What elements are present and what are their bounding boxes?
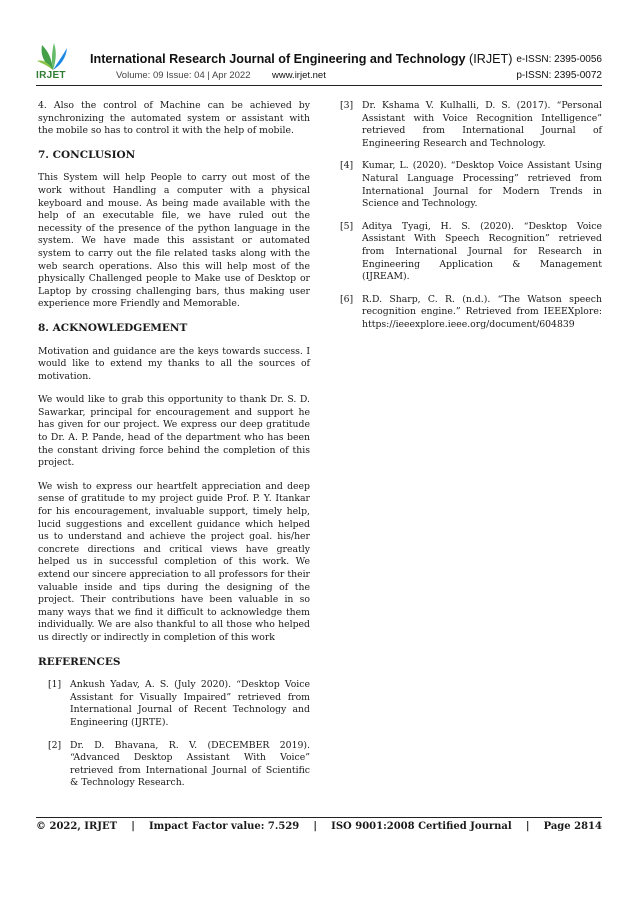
header-divider (36, 85, 602, 86)
footer-divider (36, 817, 602, 818)
reference-number: [2] (48, 739, 62, 751)
journal-title (90, 52, 512, 66)
reference-number: [3] (340, 100, 354, 111)
references-list-left (38, 679, 310, 790)
reference-item (340, 100, 602, 150)
reference-text: Dr. D. Bhavana, R. V. (DECEMBER 2019). “Advanced Desktop Assistant With Voice” retrieved from International Journal of Scientific & Technology Research. (70, 739, 310, 789)
acknowledgement-paragraph-1: Motivation and guidance are the keys towards success. I would like to extend my thanks to all the sources of motivation. (38, 345, 310, 382)
journal-name: International Research Journal of Engineering and Technology (90, 52, 466, 66)
footer-separator: | (131, 821, 135, 832)
journal-website[interactable]: www.irjet.net (272, 70, 326, 81)
reference-item (340, 294, 602, 332)
right-column (340, 100, 602, 342)
journal-abbr: (IRJET) (469, 52, 513, 66)
reference-text: Ankush Yadav, A. S. (July 2020). “Desktop Voice Assistant for Visually Impaired” retrieved from International Journal of Recent Technology and Engineering (IJRTE). (70, 679, 310, 728)
logo-text: IRJET (36, 70, 66, 81)
irjet-logo (36, 42, 70, 82)
footer-separator: | (313, 821, 318, 832)
intro-paragraph: 4. Also the control of Machine can be achieved by synchronizing the automated system or assistant with the mobile so has to control it with the help of mobile. (38, 100, 310, 137)
reference-text: Dr. Kshama V. Kulhalli, D. S. (2017). “Personal Assistant with Voice Recognition Intelligence” retrieved from International Journal of Engineering Research and Technology. (362, 100, 602, 149)
footer-separator: | (525, 821, 530, 832)
reference-item (48, 679, 310, 729)
volume-issue: Volume: 09 Issue: 04 | Apr 2022 (116, 70, 251, 81)
conclusion-heading: 7. CONCLUSION (38, 148, 136, 161)
reference-text: R.D. Sharp, C. R. (n.d.). “The Watson speech recognition engine.” Retrieved from IEEEXplore: https://ieeexplore.ieee.org/document/604839 (362, 293, 602, 330)
page-number: Page 2814 (543, 821, 602, 832)
left-column (38, 100, 310, 800)
references-heading: REFERENCES (38, 655, 121, 668)
reference-item (340, 160, 602, 210)
reference-item (48, 740, 310, 790)
reference-number: [5] (340, 220, 354, 232)
impact-factor: Impact Factor value: 7.529 (148, 821, 300, 832)
pissn: p-ISSN: 2395-0072 (516, 70, 602, 81)
reference-number: [4] (340, 160, 354, 172)
acknowledgement-paragraph-2: We would like to grab this opportunity to thank Dr. S. D. Sawarkar, principal for encouragement and support he has given for our project. We express our deep gratitude to Dr. A. P. Pande, head of the department who has been the constant driving force behind the completion of this project. (38, 394, 310, 469)
eissn: e-ISSN: 2395-0056 (516, 54, 602, 65)
page-header (36, 42, 602, 84)
iso-certification: ISO 9001:2008 Certified Journal (331, 821, 512, 832)
copyright: © 2022, IRJET (36, 821, 118, 832)
reference-number: [6] (340, 293, 354, 305)
reference-text: Kumar, L. (2020). “Desktop Voice Assistant Using Natural Language Processing” retrieved from International Journal for Modern Trends in Science and Technology. (362, 160, 602, 210)
page-footer (36, 821, 602, 832)
reference-item (340, 221, 602, 284)
reference-text: Aditya Tyagi, H. S. (2020). “Desktop Voice Assistant With Speech Recognition” retrieved from International Journal for Research in Engineering Application & Management (IJREAM). (362, 220, 602, 283)
conclusion-paragraph: This System will help People to carry out most of the work without Handling a computer with a physical keyboard and mouse. As being made available with the help of an executable file, we have ruled out the necessity of the presence of the python language in the system. We have made this assistant or automated system to carry out the file related tasks along with the web search operations. Also this will help most of the physically Challenged people to Make use of Desktop or Laptop by crossing challenging bars, thus making user experience more Friendly and Memorable. (38, 172, 310, 310)
acknowledgement-heading: 8. ACKNOWLEDGEMENT (38, 321, 188, 334)
reference-number: [1] (48, 679, 62, 691)
leaf-icon (36, 42, 70, 72)
acknowledgement-paragraph-3: We wish to express our heartfelt appreciation and deep sense of gratitude to my project guide Prof. P. Y. Itankar for his encouragement, invaluable support, timely help, lucid suggestions and excellent guidance which helped us to understand and achieve the project goal. his/her concrete directions and critical views have greatly helped us in successful completion of this work. We extend our sincere appreciation to all professors for their valuable inside and tips during the designing of the project. Their contributions have been valuable in so many ways that we find it difficult to acknowledge them individually. We are also thankful to all those who helped us directly or indirectly in completion of this work (38, 480, 310, 643)
